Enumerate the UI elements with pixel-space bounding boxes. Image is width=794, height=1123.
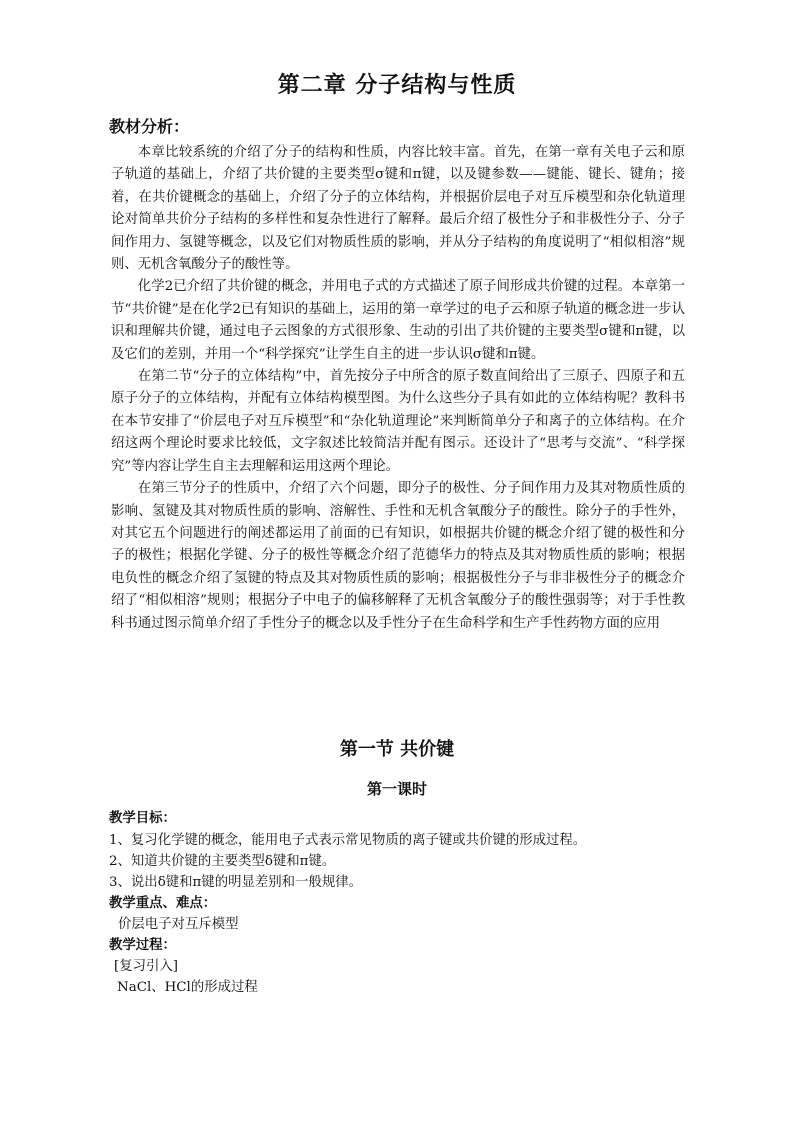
- analysis-body: [111, 142, 685, 635]
- review-label: [复习引入]: [114, 959, 179, 974]
- key-points-heading: 教学重点、难点：: [109, 896, 217, 911]
- analysis-paragraph: 在第二节“分子的立体结构”中，首先按分子中所含的原子数直间给出了三原子、四原子和五原子分子的立体结构，并配有立体结构模型图。为什么这些分子具有如此的立体结构呢？教科书在本节安排了“价层电子对互斥模型”和“杂化轨道理论”来判断简单分子和离子的立体结构。在介绍这两个理论时要求比较低，文字叙述比较简洁并配有图示。还设计了“思考与交流”、“科学探究”等内容让学生自主去理解和运用这两个理论。: [111, 369, 685, 474]
- analysis-paragraph: 本章比较系统的介绍了分子的结构和性质，内容比较丰富。首先，在第一章有关电子云和原子轨道的基础上，介绍了共价键的主要类型σ键和π键，以及键参数——键能、键长、键角；接着，在共价键概念的基础上，介绍了分子的立体结构，并根据价层电子对互斥模型和杂化轨道理论对简单共价分子结构的多样性和复杂性进行了解释。最后介绍了极性分子和非极性分子、分子间作用力、氢键等概念，以及它们对物质性质的影响，并从分子结构的角度说明了“相似相溶”规则、无机含氧酸分子的酸性等。: [111, 145, 685, 273]
- process-heading: 教学过程：: [109, 938, 176, 953]
- section-title: 第一节 共价键: [339, 739, 455, 760]
- lesson-title: 第一课时: [366, 780, 427, 798]
- chapter-title: 第二章 分子结构与性质: [277, 73, 517, 98]
- key-points-text: 价层电子对互斥模型: [118, 917, 239, 932]
- goal-item: 1、复习化学键的概念，能用电子式表示常见物质的离子键或共价键的形成过程。: [109, 833, 587, 848]
- review-topic: NaCl、HCl的形成过程: [117, 980, 258, 995]
- analysis-paragraph: 在第三节分子的性质中，介绍了六个问题，即分子的极性、分子间作用力及其对物质性质的影响、氢键及其对物质性质的影响、溶解性、手性和无机含氧酸分子的酸性。除分子的手性外，对其它五个问题进行的阐述都运用了前面的已有知识，如根据共价键的概念介绍了键的极性和分子的极性；根据化学键、分子的极性等概念介绍了范德华力的特点及其对物质性质的影响；根据电负性的概念介绍了氢键的特点及其对物质性质的影响；根据极性分子与非非极性分子的概念介绍了“相似相溶”规则；根据分子中电子的偏移解释了无机含氧酸分子的酸性强弱等；对于手性教科书通过图示简单介绍了手性分子的概念以及手性分子在生命科学和生产手性药物方面的应用: [111, 481, 685, 631]
- goal-item: 3、说出δ键和π键的明显差别和一般规律。: [109, 875, 363, 890]
- analysis-paragraph: 化学2已介绍了共价键的概念，并用电子式的方式描述了原子间形成共价键的过程。本章第一节“共价键”是在化学2已有知识的基础上，运用的第一章学过的电子云和原子轨道的概念进一步认识和理解共价键，通过电子云图象的方式很形象、生动的引出了共价键的主要类型σ键和π键，以及它们的差别，并用一个“科学探究”让学生自主的进一步认识σ键和π键。: [111, 279, 685, 362]
- analysis-heading: 教材分析：: [109, 117, 190, 136]
- goal-item: 2、知道共价键的主要类型δ键和π键。: [109, 854, 336, 869]
- goals-heading: 教学目标：: [109, 811, 176, 826]
